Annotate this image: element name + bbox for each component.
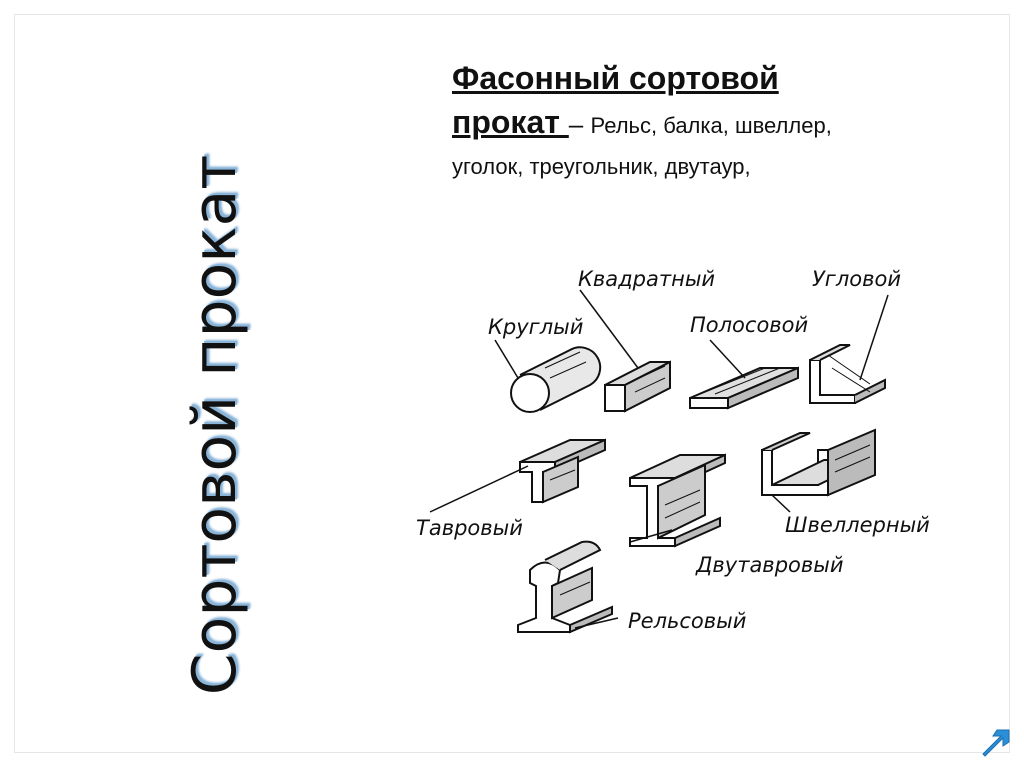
leader-channel: [772, 495, 790, 512]
label-round: Круглый: [488, 315, 584, 339]
label-square: Квадратный: [578, 267, 716, 291]
label-ibeam: Двутавровый: [696, 553, 844, 577]
heading-line1: Фасонный сортовой: [452, 60, 779, 96]
heading-block: [452, 56, 992, 183]
vertical-title: Сортовой прокат: [180, 154, 250, 696]
label-rail: Рельсовый: [628, 609, 747, 633]
heading-description: Рельс, балка, швеллер,: [590, 113, 832, 138]
label-strip: Полосовой: [690, 313, 809, 337]
round-profile: [511, 347, 600, 412]
label-tee: Тавровый: [416, 516, 523, 540]
ibeam-profile: [630, 455, 725, 546]
label-angle: Угловой: [812, 267, 901, 291]
leader-strip: [710, 340, 745, 378]
label-channel: Швеллерный: [785, 513, 930, 537]
leader-angle: [860, 295, 888, 380]
heading-bold-term: прокат: [452, 104, 569, 140]
leader-round: [495, 340, 518, 378]
leader-tee: [430, 466, 528, 512]
tee-profile: [520, 440, 605, 502]
channel-profile: [762, 430, 875, 495]
angle-profile: [810, 345, 885, 403]
rail-profile: [518, 542, 612, 632]
heading-line3: уголок, треугольник, двутаур,: [452, 154, 751, 179]
strip-profile: [690, 368, 798, 408]
heading-dash: –: [568, 109, 591, 139]
heading-line2: [452, 100, 992, 151]
arrow-up-right-icon[interactable]: [975, 722, 1015, 762]
profiles-diagram: [400, 250, 960, 650]
square-profile: [605, 362, 670, 411]
